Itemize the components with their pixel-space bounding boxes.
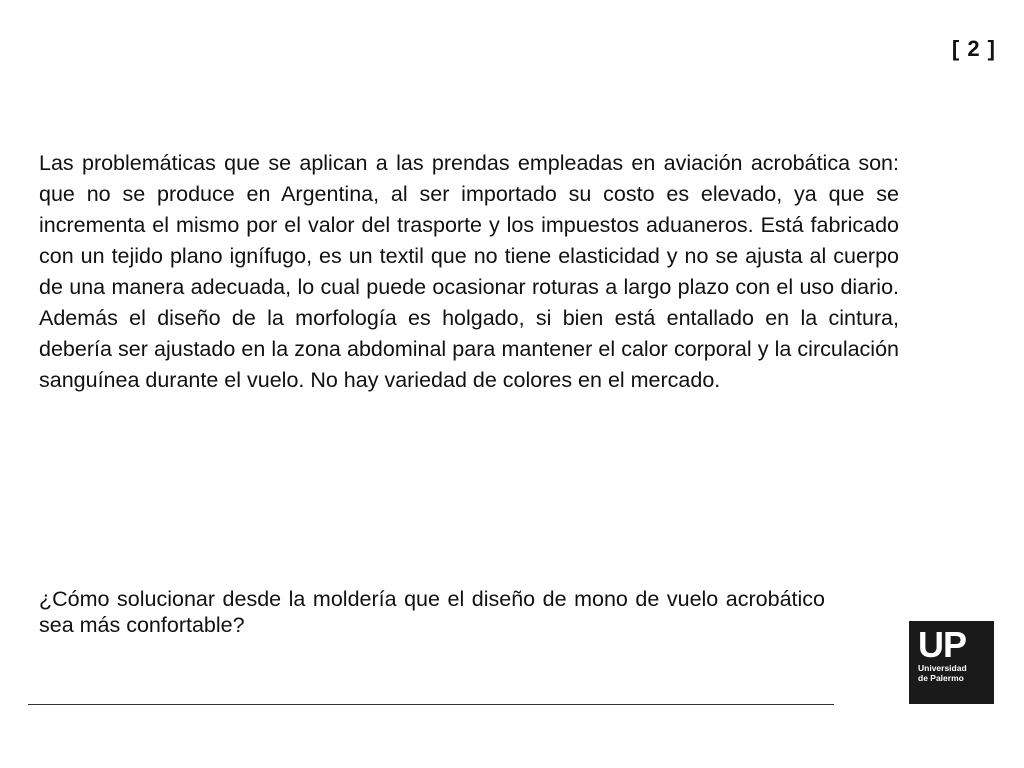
logo-mark: UP [918,624,967,665]
university-logo [909,621,994,704]
question-paragraph: ¿Cómo solucionar desde la moldería que el diseño de mono de vuelo acrobático sea más confortable? [39,587,825,637]
logo-name-line-1: Universidad [918,663,967,673]
logo-name-line-2: de Palermo [918,673,964,683]
divider-line [28,704,834,705]
body-paragraph: Las problemáticas que se aplican a las prendas empleadas en aviación acrobática son: que no se produce en Argentina, al ser importado su costo es elevado, ya que se incrementa el mismo por el valor del trasporte y los impuestos aduaneros. Está fabricado con un tejido plano ignífugo, es un textil que no tiene elasticidad y no se ajusta al cuerpo de una manera adecuada, lo cual puede ocasionar roturas a largo plazo con el uso diario. Además el diseño de la morfología es holgado, si bien está entallado en la cintura, debería ser ajustado en la zona abdominal para mantener el calor corporal y la circulación sanguínea durante el vuelo. No hay variedad de colores en el mercado. [39,151,899,392]
page-number: [ 2 ] [951,36,996,61]
